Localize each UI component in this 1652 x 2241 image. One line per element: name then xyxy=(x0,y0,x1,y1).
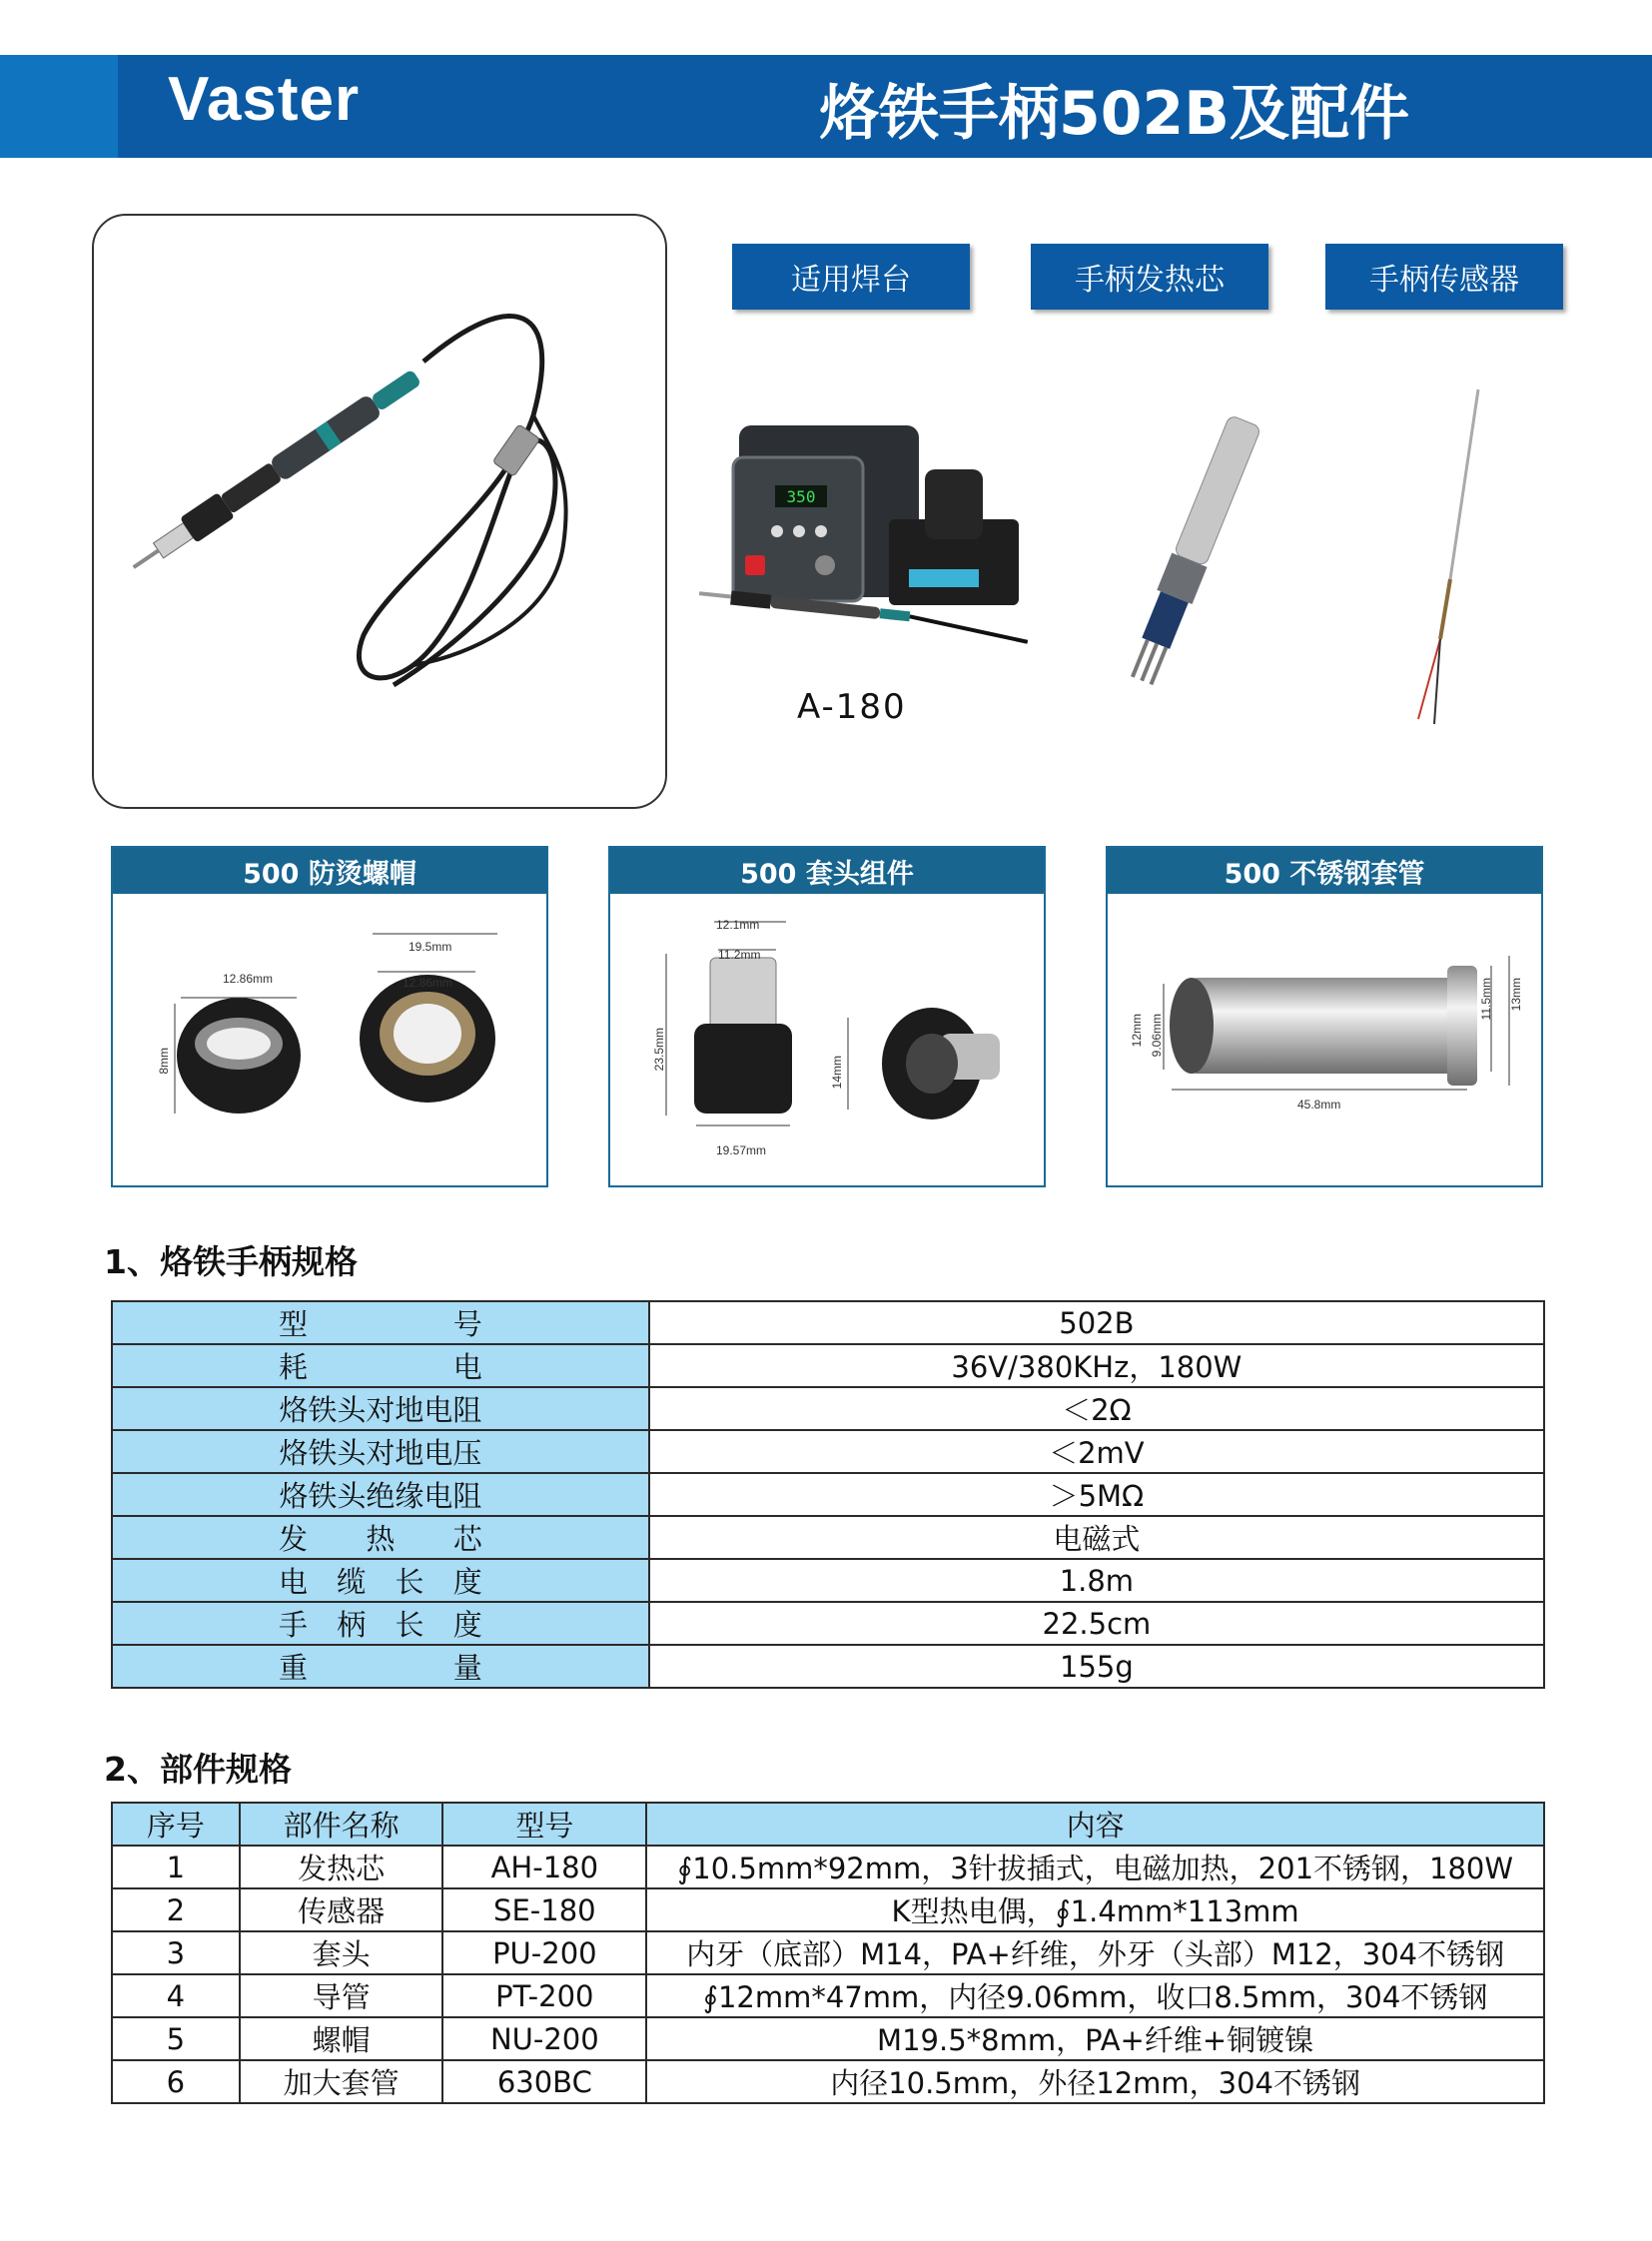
table-row xyxy=(112,2017,1544,2060)
table-row xyxy=(112,1846,1544,1888)
table-cell: K型热电偶，∮1.4mm*113mm xyxy=(646,1888,1544,1931)
brand-name: Vaster xyxy=(168,65,361,134)
dim-label: 12.1mm xyxy=(716,918,760,932)
dim-label: 9.06mm xyxy=(1150,1014,1164,1058)
table-cell: 4 xyxy=(112,1974,240,2017)
dim-label: 23.5mm xyxy=(652,1028,666,1072)
dim-label: 19.57mm xyxy=(716,1143,767,1157)
column-header: 部件名称 xyxy=(240,1803,443,1846)
accessory-card-steel-sleeve xyxy=(1106,846,1543,1187)
column-header: 序号 xyxy=(112,1803,240,1846)
accessory-card-title: 500 套头组件 xyxy=(610,848,1044,894)
dim-label: 45.8mm xyxy=(1297,1098,1341,1112)
spec-value: 22.5cm xyxy=(649,1602,1544,1645)
parts-spec-table xyxy=(111,1802,1545,2104)
spec-label-cell xyxy=(112,1559,649,1602)
table-cell: 5 xyxy=(112,2017,240,2060)
dim-label: 19.5mm xyxy=(409,940,452,954)
table-cell: ∮10.5mm*92mm，3针拔插式，电磁加热，201不锈钢，180W xyxy=(646,1846,1544,1888)
table-row xyxy=(112,2060,1544,2103)
table-cell: M19.5*8mm，PA+纤维+铜镀镍 xyxy=(646,2017,1544,2060)
table-cell: 1 xyxy=(112,1846,240,1888)
spec-value: 36V/380KHz，180W xyxy=(649,1344,1544,1387)
spec-label-cell xyxy=(112,1430,649,1473)
spec-label: 型 号 xyxy=(279,1307,482,1341)
spec-label: 烙铁头对地电压 xyxy=(279,1436,482,1470)
spec-label-cell xyxy=(112,1473,649,1516)
column-header: 内容 xyxy=(646,1803,1544,1846)
section-title-parts-spec: 2、部件规格 xyxy=(104,1750,292,1789)
accessory-card-sleeve-assembly xyxy=(608,846,1046,1187)
spec-row xyxy=(112,1387,1544,1430)
dim-label: 11.5mm xyxy=(1479,978,1493,1021)
steel-sleeve-image xyxy=(1108,894,1541,1185)
table-cell: 导管 xyxy=(240,1974,443,2017)
spec-label: 手 柄 长 度 xyxy=(279,1608,482,1642)
dim-label: 8mm xyxy=(157,1048,171,1075)
table-cell: 内牙（底部）M14，PA+纤维，外牙（头部）M12，304不锈钢 xyxy=(646,1931,1544,1974)
table-cell: 内径10.5mm，外径12mm，304不锈钢 xyxy=(646,2060,1544,2103)
sensor-image xyxy=(1338,379,1538,759)
table-cell: 加大套管 xyxy=(240,2060,443,2103)
table-row xyxy=(112,1974,1544,2017)
table-cell: AH-180 xyxy=(442,1846,646,1888)
table-cell: PU-200 xyxy=(442,1931,646,1974)
spec-label-cell xyxy=(112,1344,649,1387)
table-row xyxy=(112,1888,1544,1931)
page-title: 烙铁手柄502B及配件 xyxy=(819,79,1409,149)
soldering-handle-image xyxy=(94,216,665,807)
spec-value: ＞5MΩ xyxy=(649,1473,1544,1516)
table-cell: PT-200 xyxy=(442,1974,646,2017)
dim-label: 14mm xyxy=(830,1056,844,1090)
soldering-station-image xyxy=(689,409,1049,679)
table-cell: 2 xyxy=(112,1888,240,1931)
accessory-card-nut xyxy=(111,846,548,1187)
spec-row xyxy=(112,1516,1544,1559)
table-cell: 螺帽 xyxy=(240,2017,443,2060)
station-display: 350 xyxy=(786,487,816,506)
sleeve-assembly-image xyxy=(610,894,1044,1185)
spec-label-cell xyxy=(112,1301,649,1344)
spec-label: 电 缆 长 度 xyxy=(279,1565,482,1599)
spec-value: 155g xyxy=(649,1645,1544,1688)
spec-label: 发 热 芯 xyxy=(279,1522,482,1556)
table-cell: 3 xyxy=(112,1931,240,1974)
spec-label: 重 量 xyxy=(279,1651,482,1685)
spec-row xyxy=(112,1645,1544,1688)
dim-label: 11.2mm xyxy=(718,948,761,962)
tag-sensor: 手柄传感器 xyxy=(1325,244,1563,310)
table-cell: 套头 xyxy=(240,1931,443,1974)
spec-value: ＜2mV xyxy=(649,1430,1544,1473)
dim-label: 12mm xyxy=(1130,1014,1144,1048)
table-cell: 传感器 xyxy=(240,1888,443,1931)
spec-row xyxy=(112,1344,1544,1387)
tag-compatible-station: 适用焊台 xyxy=(732,244,970,310)
table-cell: ∮12mm*47mm，内径9.06mm，收口8.5mm，304不锈钢 xyxy=(646,1974,1544,2017)
spec-row xyxy=(112,1602,1544,1645)
heating-core-image xyxy=(1089,399,1288,709)
spec-label-cell xyxy=(112,1516,649,1559)
tag-heating-core: 手柄发热芯 xyxy=(1031,244,1268,310)
dim-label: 12.86mm xyxy=(403,976,453,990)
station-model-label: A-180 xyxy=(797,687,907,727)
spec-value: 502B xyxy=(649,1301,1544,1344)
spec-row xyxy=(112,1473,1544,1516)
table-cell: 6 xyxy=(112,2060,240,2103)
accessory-card-title: 500 防烫螺帽 xyxy=(113,848,546,894)
spec-label: 烙铁头绝缘电阻 xyxy=(279,1479,482,1513)
spec-label: 耗 电 xyxy=(279,1350,482,1384)
table-cell: 630BC xyxy=(442,2060,646,2103)
spec-value: 电磁式 xyxy=(649,1516,1544,1559)
spec-label-cell xyxy=(112,1645,649,1688)
spec-label-cell xyxy=(112,1602,649,1645)
table-cell: SE-180 xyxy=(442,1888,646,1931)
spec-row xyxy=(112,1301,1544,1344)
spec-label-cell xyxy=(112,1387,649,1430)
spec-row xyxy=(112,1430,1544,1473)
table-cell: NU-200 xyxy=(442,2017,646,2060)
dim-label: 13mm xyxy=(1509,978,1523,1012)
spec-row xyxy=(112,1559,1544,1602)
table-row xyxy=(112,1931,1544,1974)
section-title-handle-spec: 1、烙铁手柄规格 xyxy=(104,1242,358,1281)
nut-image xyxy=(113,894,546,1185)
accessory-card-title: 500 不锈钢套管 xyxy=(1108,848,1541,894)
spec-label: 烙铁头对地电阻 xyxy=(279,1393,482,1427)
handle-spec-table xyxy=(111,1300,1545,1689)
spec-value: 1.8m xyxy=(649,1559,1544,1602)
parts-header-row xyxy=(112,1803,1544,1846)
dim-label: 12.86mm xyxy=(223,972,274,986)
column-header: 型号 xyxy=(442,1803,646,1846)
spec-value: ＜2Ω xyxy=(649,1387,1544,1430)
header-accent xyxy=(0,55,118,158)
product-photo-card xyxy=(92,214,667,809)
table-cell: 发热芯 xyxy=(240,1846,443,1888)
